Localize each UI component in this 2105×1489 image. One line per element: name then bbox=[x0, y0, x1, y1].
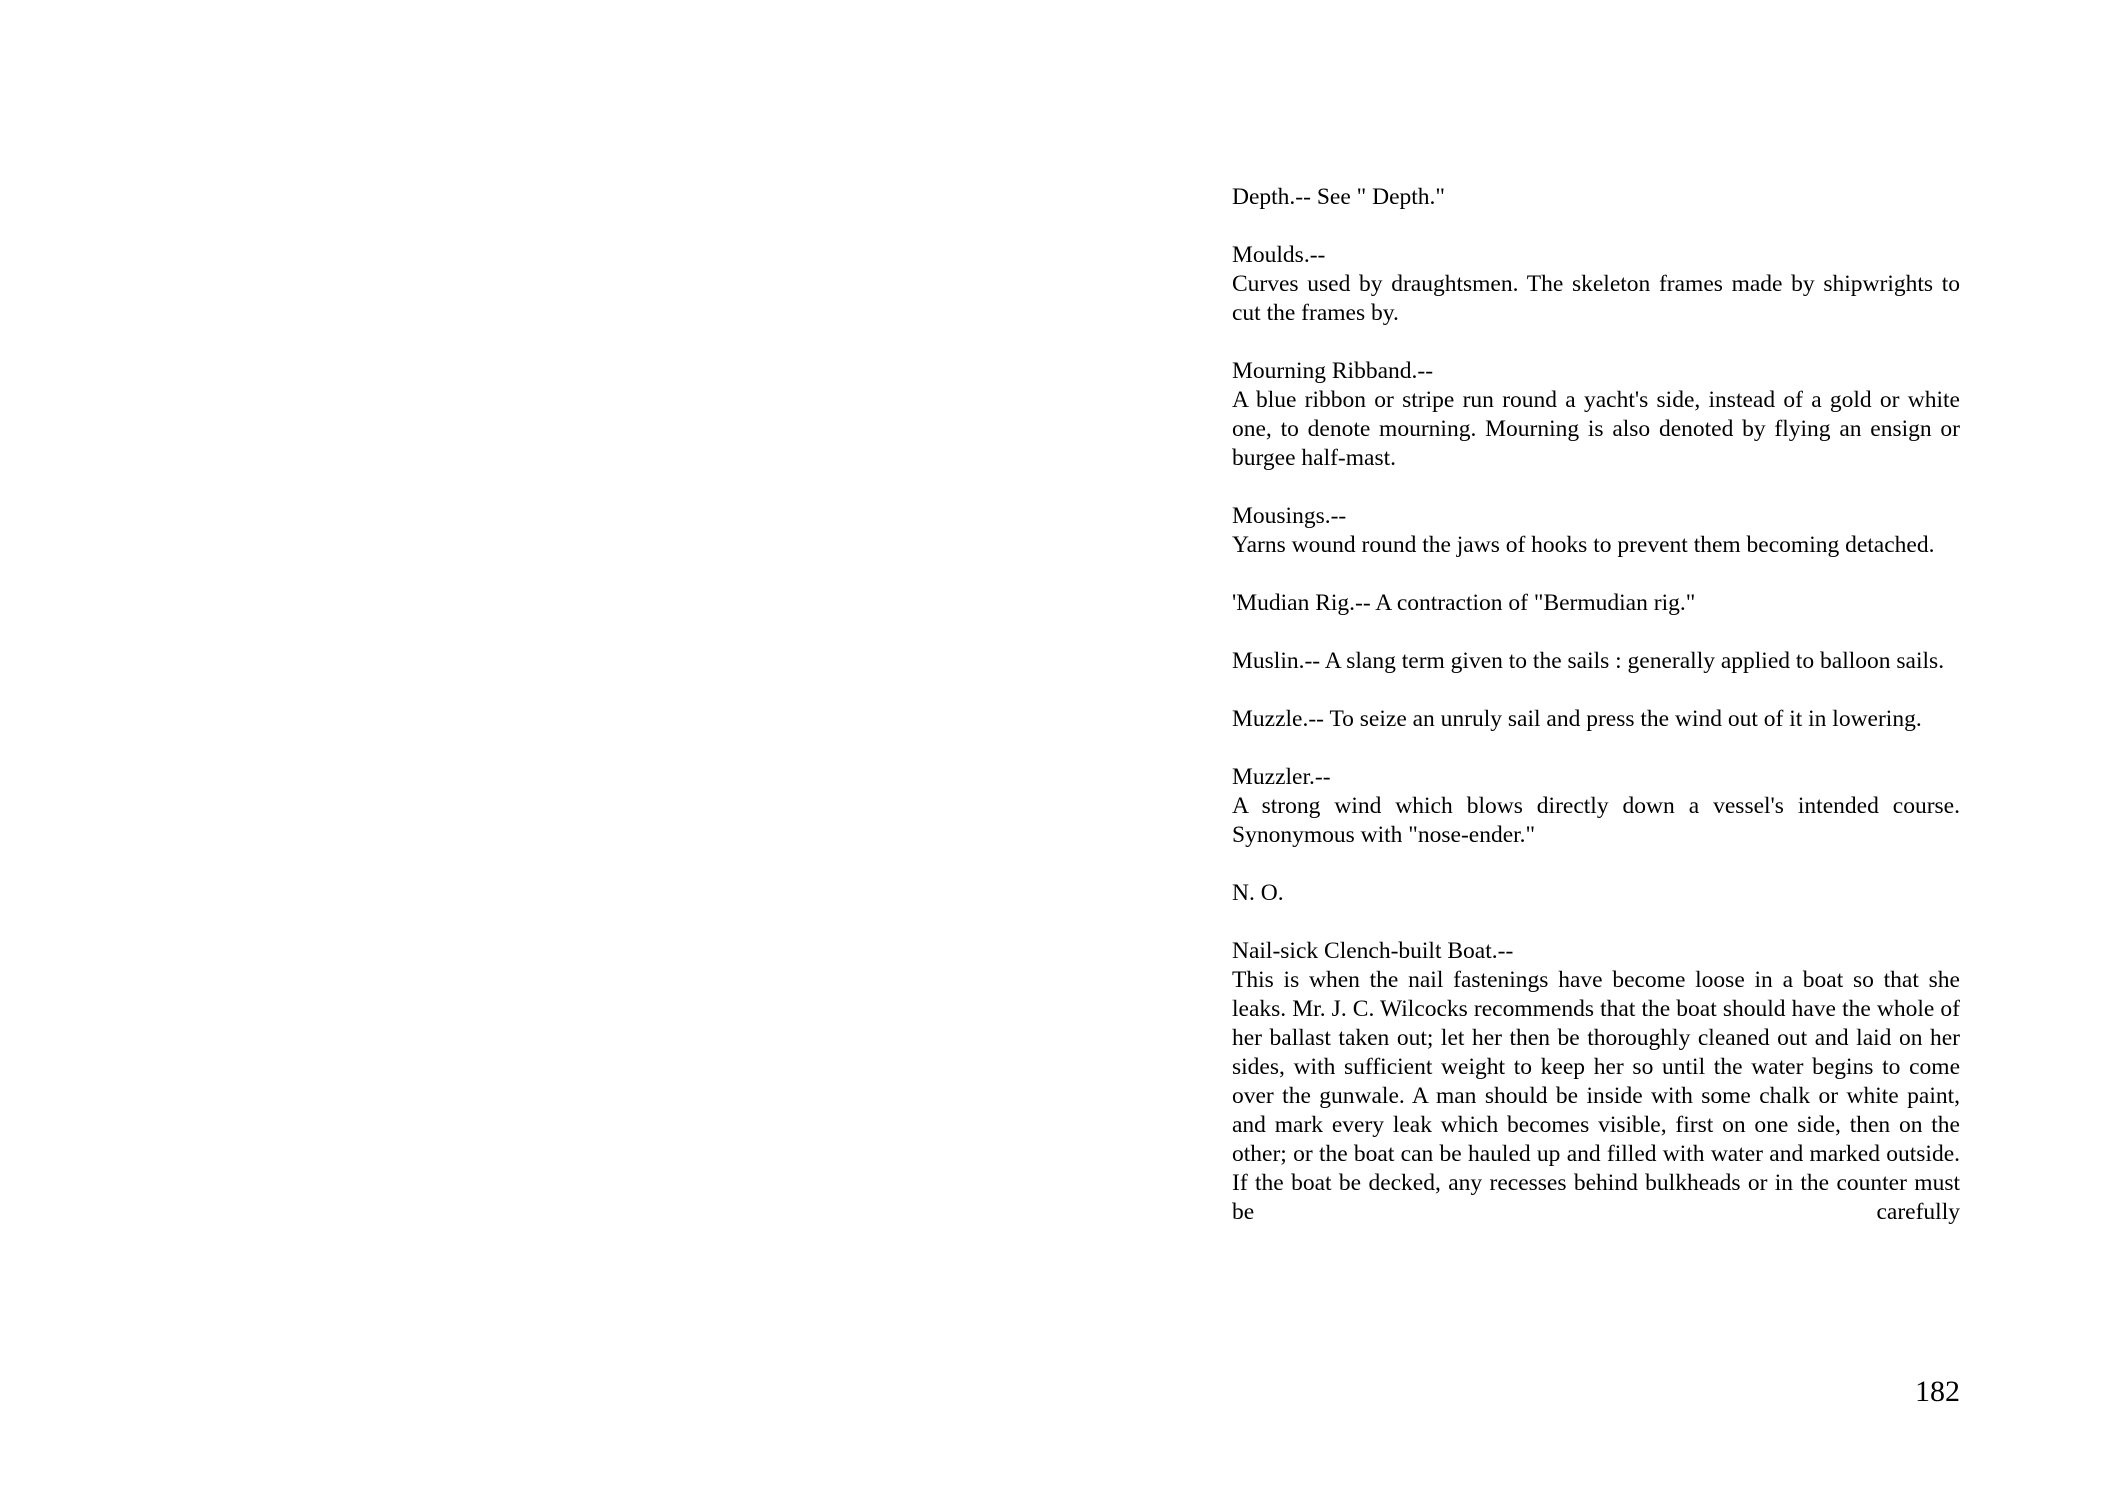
entry-heading: Mousings.-- bbox=[1232, 503, 1347, 529]
glossary-entry-muzzler bbox=[1232, 763, 1960, 850]
glossary-entry-mudian-rig bbox=[1232, 589, 1960, 618]
glossary-entry-depth bbox=[1232, 183, 1960, 212]
entry-heading: Muslin.-- A slang term given to the sails : generally applied to balloon sails. bbox=[1232, 648, 1945, 674]
page-number: 182 bbox=[1915, 1375, 1960, 1408]
entry-body: Curves used by draughtsmen. The skeleton frames made by shipwrights to cut the frames by. bbox=[1232, 271, 1960, 326]
glossary-entry-muzzle bbox=[1232, 705, 1960, 734]
entry-heading: Moulds.-- bbox=[1232, 242, 1326, 268]
glossary-entry-mousings bbox=[1232, 502, 1960, 560]
section-heading: N. O. bbox=[1232, 880, 1284, 906]
entry-heading: Mourning Ribband.-- bbox=[1232, 358, 1434, 384]
entry-heading: Depth.-- See " Depth." bbox=[1232, 184, 1446, 210]
entry-heading: Nail-sick Clench-built Boat.-- bbox=[1232, 938, 1514, 964]
entry-body: This is when the nail fastenings have become loose in a boat so that she leaks. Mr. J. C. Wilcocks recommends that the boat should have the whole of her ballast taken out; let her then be thoroughly cleaned out and laid on her sides, with sufficient weight to keep her so until the water begins to come over the gunwale. A man should be inside with some chalk or white paint, and mark every leak which becomes visible, first on one side, then on the other; or the boat can be hauled up and filled with water and marked outside. If the boat be decked, any recesses behind bulkheads or in the counter must be carefully bbox=[1232, 967, 1960, 1225]
entry-body: A blue ribbon or stripe run round a yacht's side, instead of a gold or white one, to denote mourning. Mourning is also denoted by flying an ensign or burgee half-mast. bbox=[1232, 387, 1960, 471]
glossary-column bbox=[1232, 183, 1960, 1256]
entry-heading: Muzzler.-- bbox=[1232, 764, 1331, 790]
entry-heading: Muzzle.-- To seize an unruly sail and press the wind out of it in lowering. bbox=[1232, 706, 1922, 732]
glossary-entry-moulds bbox=[1232, 241, 1960, 328]
entry-heading: 'Mudian Rig.-- A contraction of "Bermudian rig." bbox=[1232, 590, 1696, 616]
section-letters bbox=[1232, 879, 1960, 908]
entry-body: Yarns wound round the jaws of hooks to prevent them becoming detached. bbox=[1232, 532, 1935, 558]
glossary-entry-mourning-ribband bbox=[1232, 357, 1960, 473]
entry-body: A strong wind which blows directly down a vessel's intended course. Synonymous with "nose-ender." bbox=[1232, 793, 1960, 848]
glossary-entry-nail-sick bbox=[1232, 937, 1960, 1227]
glossary-entry-muslin bbox=[1232, 647, 1960, 676]
